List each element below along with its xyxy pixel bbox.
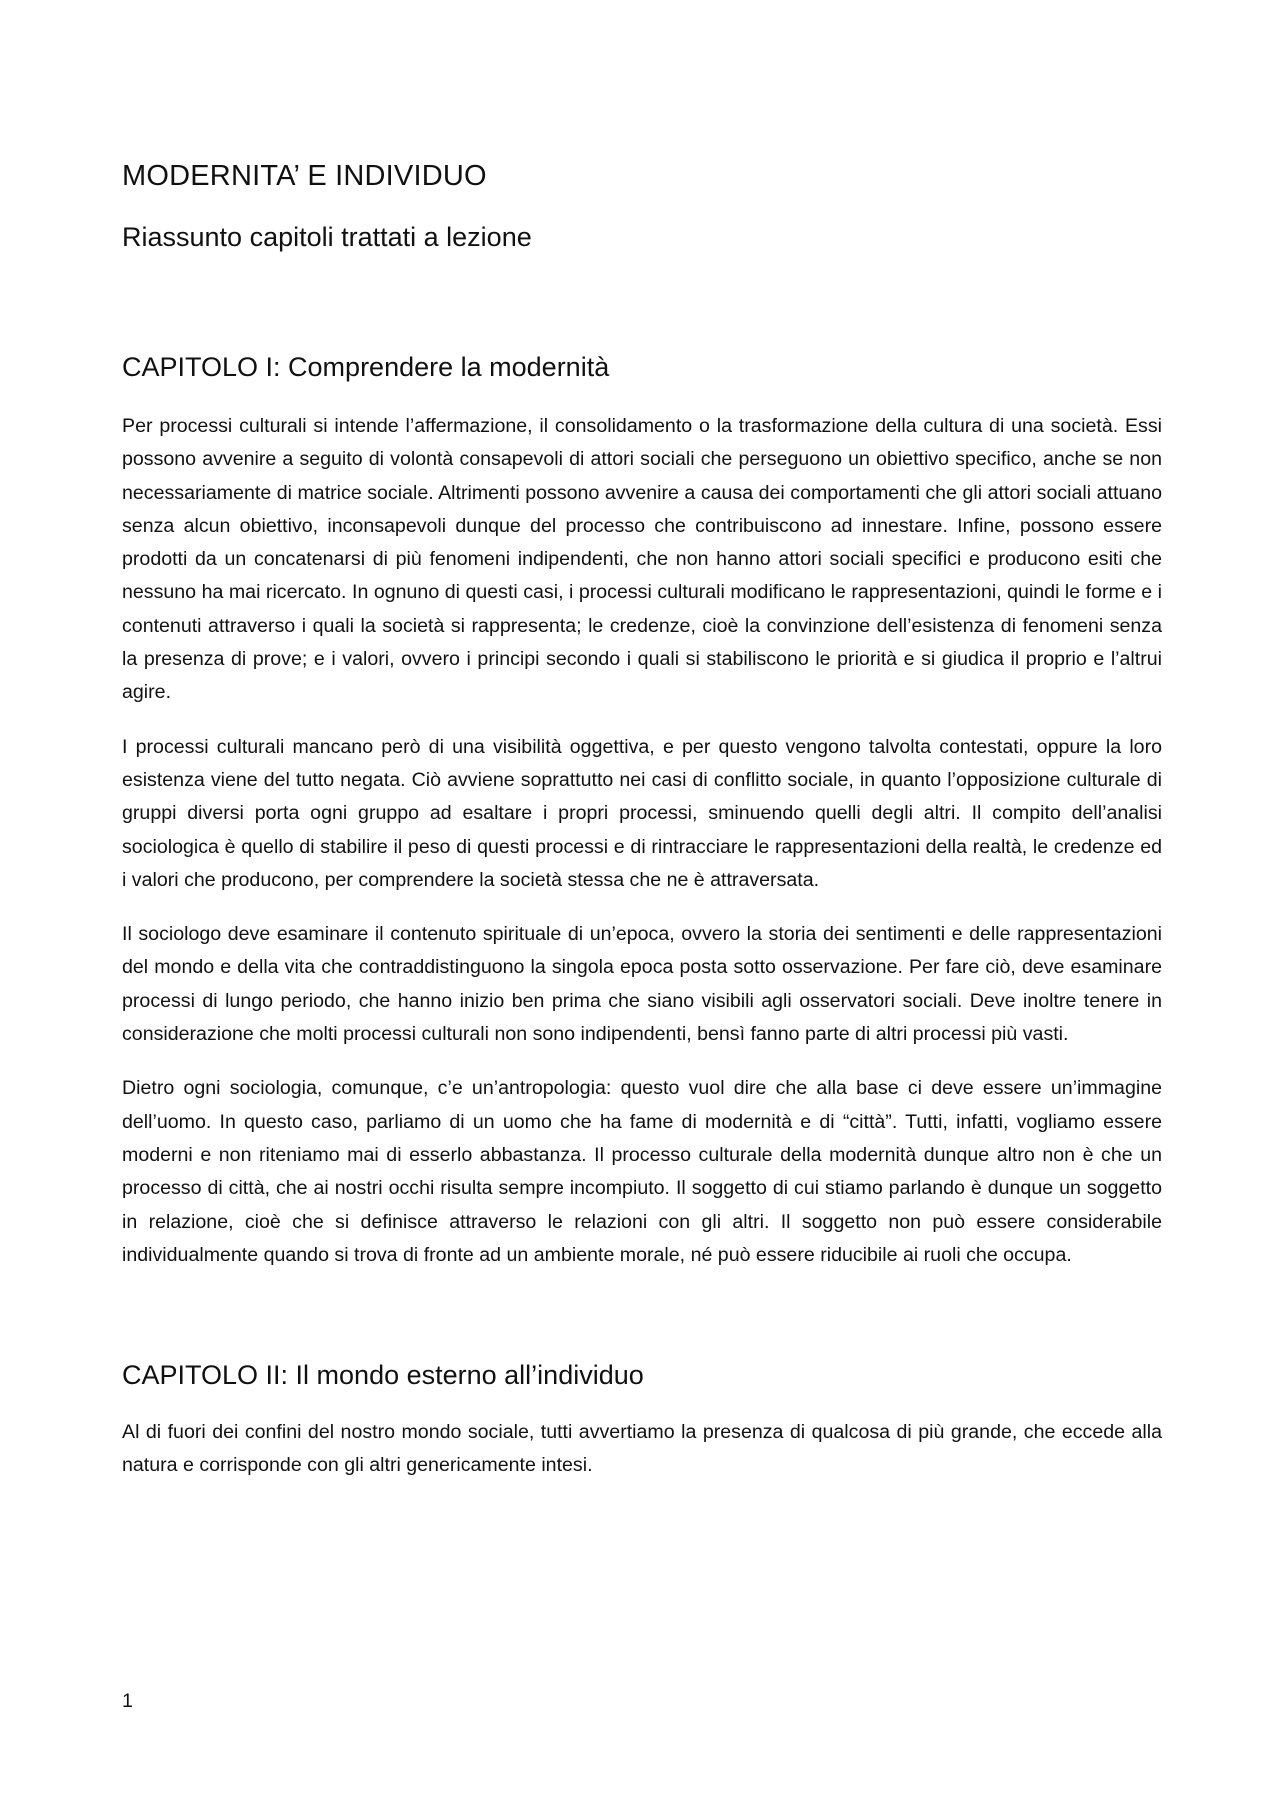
page-content <box>122 156 1162 1483</box>
paragraph: Per processi culturali si intende l’affermazione, il consolidamento o la trasformazione della cultura di una società. Essi possono avvenire a seguito di volontà consapevoli di attori sociali che perseguono un obiettivo specifico, anche se non necessariamente di matrice sociale. Altrimenti possono avvenire a causa dei comportamenti che gli attori sociali attuano senza alcun obiettivo, inconsapevoli dunque del processo che contribuiscono ad innestare. Infine, possono essere prodotti da un concatenarsi di più fenomeni indipendenti, che non hanno attori sociali specifici e producono esiti che nessuno ha mai ricercato. In ognuno di questi casi, i processi culturali modificano le rappresentazioni, quindi le forme e i contenuti attraverso i quali la società si rappresenta; le credenze, cioè la convinzione dell’esistenza di fenomeni senza la presenza di prove; e i valori, ovvero i principi secondo i quali si stabiliscono le priorità e si giudica il proprio e l’altrui agire. <box>122 415 1162 704</box>
chapter-1 <box>122 348 1162 1272</box>
paragraph: Dietro ogni sociologia, comunque, c’e un’antropologia: questo vuol dire che alla base ci deve essere un’immagine dell’uomo. In questo caso, parliamo di un uomo che ha fame di modernità e di “città”. Tutti, infatti, vogliamo essere moderni e non riteniamo mai di esserlo abbastanza. Il processo culturale della modernità dunque altro non è che un processo di città, che ai nostri occhi risulta sempre incompiuto. Il soggetto di cui stiamo parlando è dunque un soggetto in relazione, cioè che si definisce attraverso le relazioni con gli altri. Il soggetto non può essere considerabile individualmente quando si trova di fronte ad un ambiente morale, né può essere riducibile ai ruoli che occupa. <box>122 1077 1162 1266</box>
chapter-heading: CAPITOLO I: Comprendere la modernità <box>122 352 610 382</box>
paragraph: Il sociologo deve esaminare il contenuto spirituale di un’epoca, ovvero la storia dei sentimenti e delle rappresentazioni del mondo e della vita che contraddistinguono la singola epoca posta sotto osservazione. Per fare ciò, deve esaminare processi di lungo periodo, che hanno inizio ben prima che siano visibili agli osservatori sociali. Deve inoltre tenere in considerazione che molti processi culturali non sono indipendenti, bensì fanno parte di altri processi più vasti. <box>122 923 1162 1046</box>
page-number: 1 <box>122 1690 133 1712</box>
paragraph: I processi culturali mancano però di una visibilità oggettiva, e per questo vengono talvolta contestati, oppure la loro esistenza viene del tutto negata. Ciò avviene soprattutto nei casi di conflitto sociale, in quanto l’opposizione culturale di gruppi diversi porta ogni gruppo ad esaltare i propri processi, sminuendo quelli degli altri. Il compito dell’analisi sociologica è quello di stabilire il peso di questi processi e di rintracciare le rappresentazioni della realtà, le credenze ed i valori che producono, per comprendere la società stessa che ne è attraversata. <box>122 735 1162 891</box>
document-title: MODERNITA’ E INDIVIDUO <box>122 160 487 192</box>
document-subtitle: Riassunto capitoli trattati a lezione <box>122 222 532 252</box>
paragraph: Al di fuori dei confini del nostro mondo sociale, tutti avvertiamo la presenza di qualcosa di più grande, che eccede alla natura e corrisponde con gli altri genericamente intesi. <box>122 1421 1162 1477</box>
chapter-heading: CAPITOLO II: Il mondo esterno all’individuo <box>122 1360 644 1391</box>
chapter-2 <box>122 1356 1162 1483</box>
